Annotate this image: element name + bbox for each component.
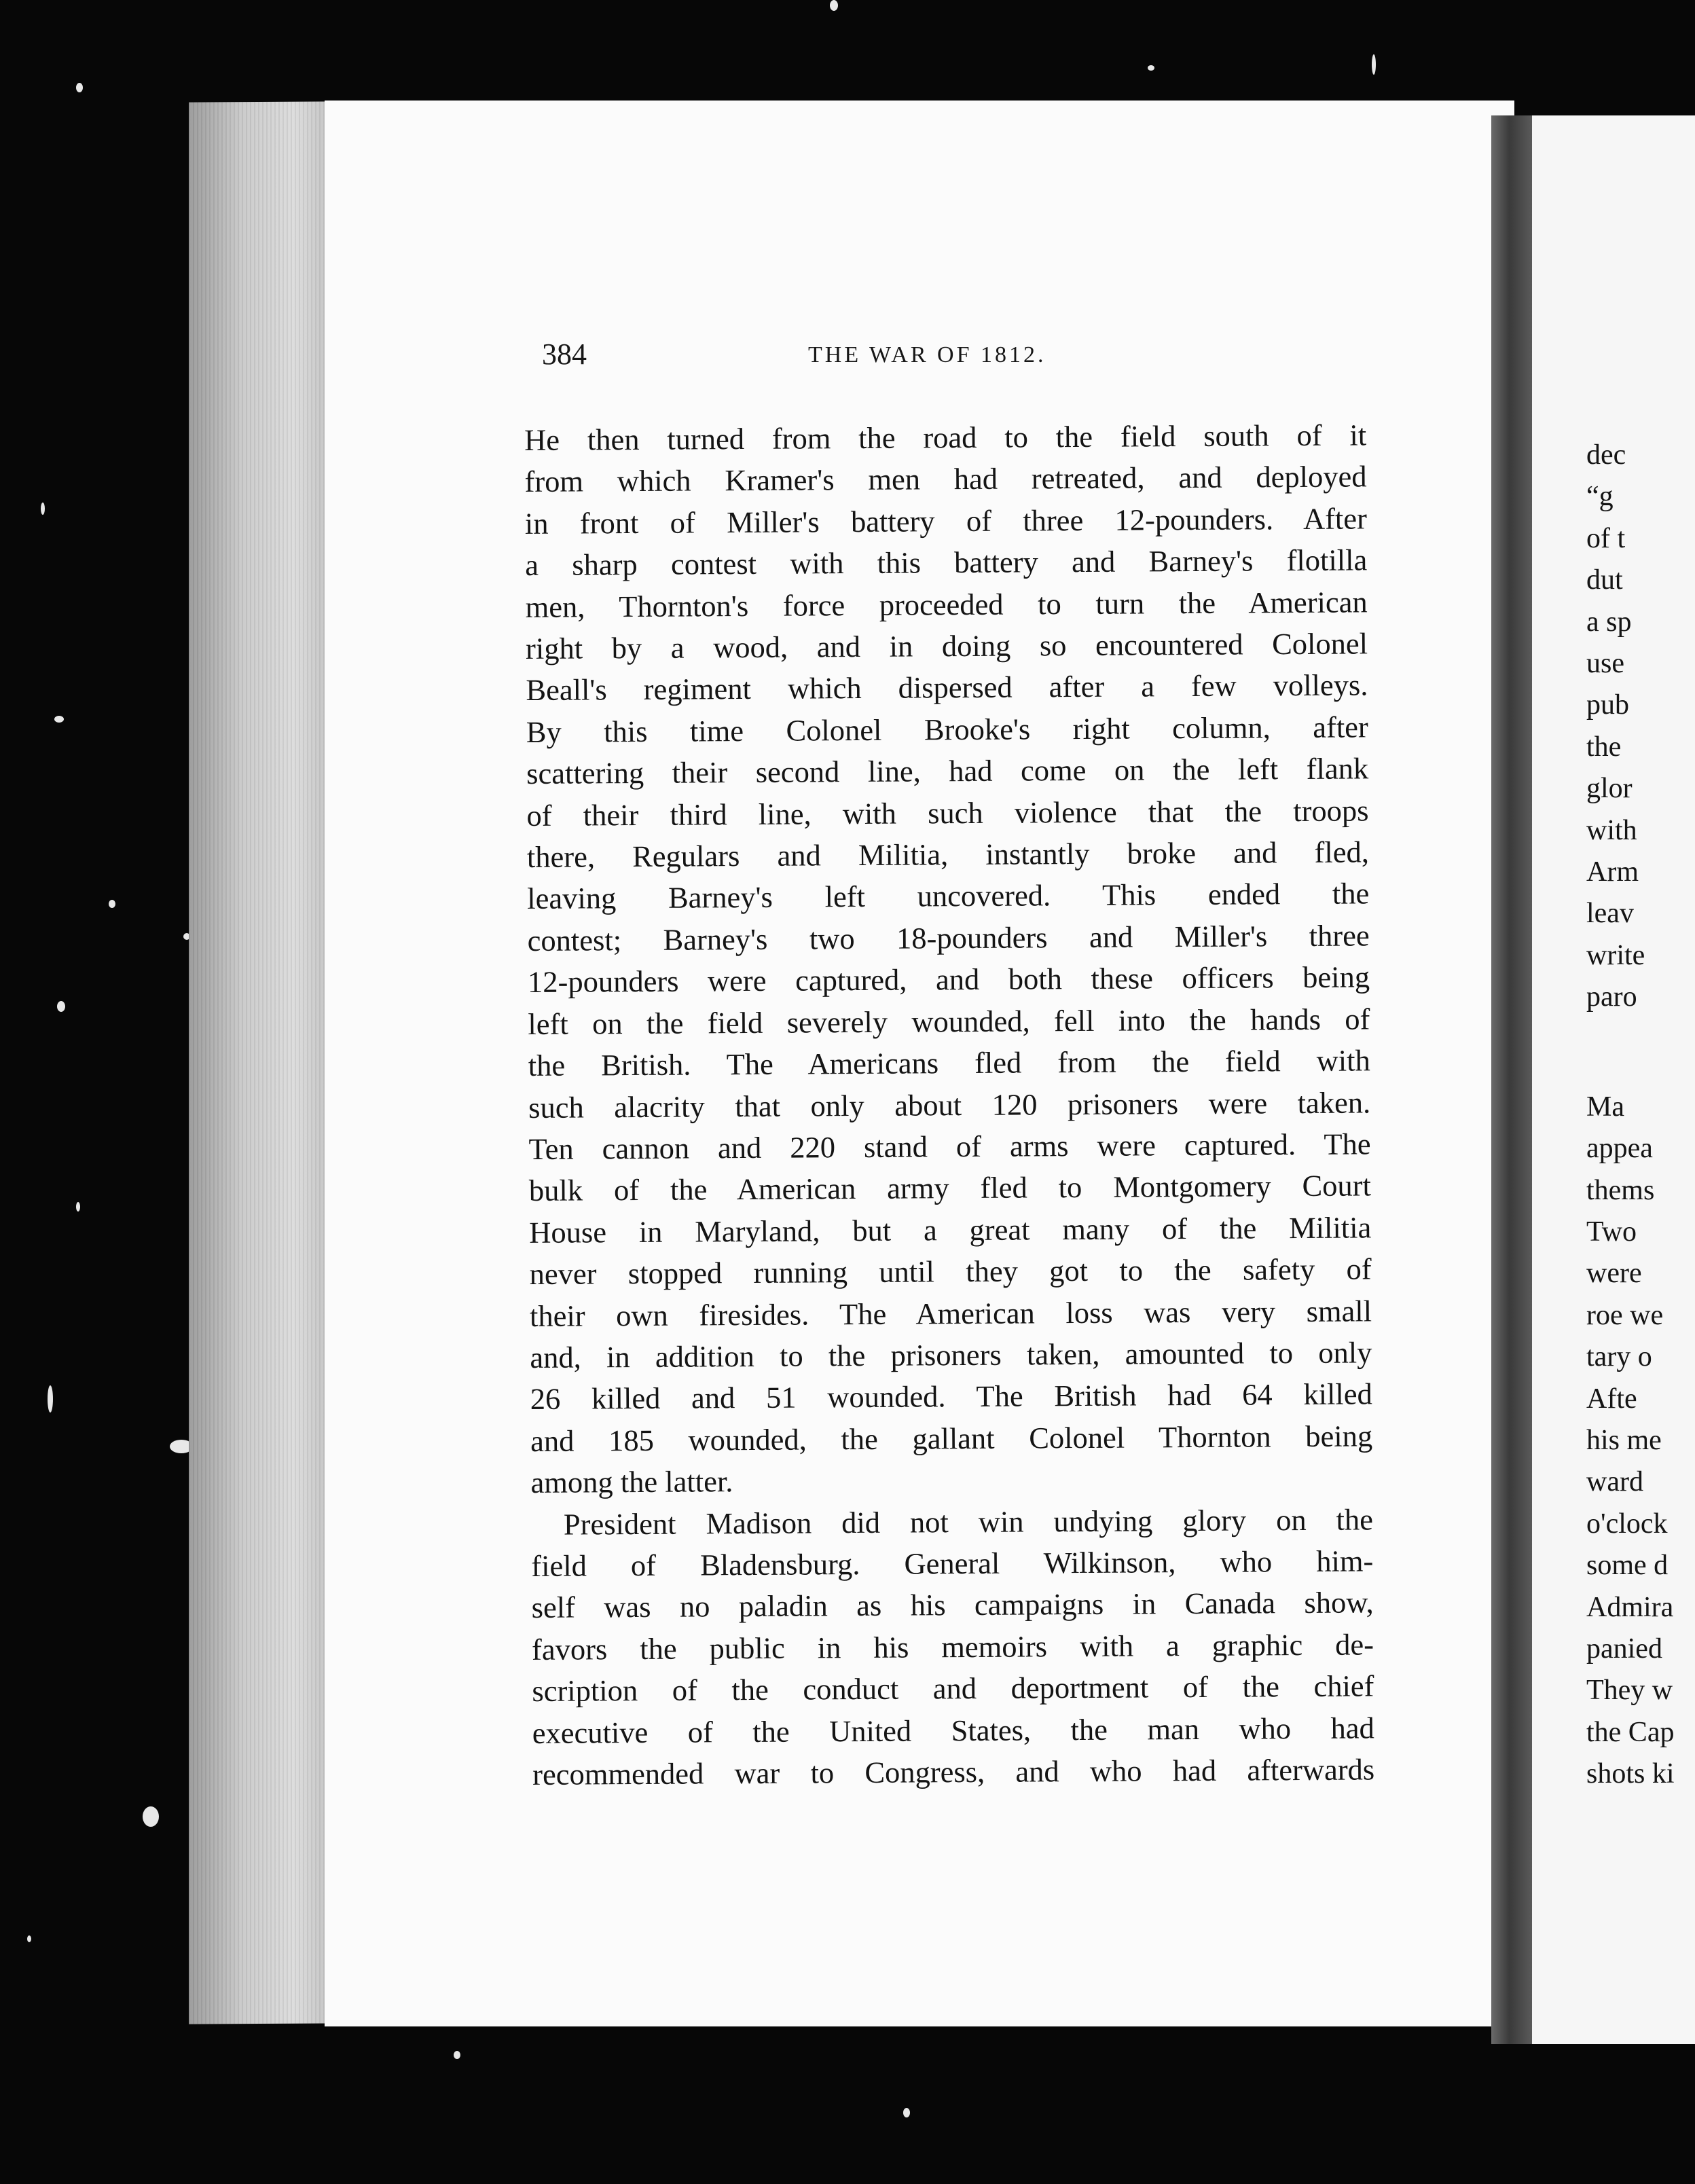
dust-speck (57, 1001, 65, 1012)
page-number: 384 (542, 338, 587, 371)
text-line: a sharp contest with this battery and Barney's flotilla (525, 543, 1368, 583)
text-line: the British. The Americans fled from the field with (528, 1043, 1370, 1083)
text-line: He then turned from the road to the field south of it (524, 418, 1367, 457)
text-fragment: They w (1586, 1675, 1673, 1707)
text-line: there, Regulars and Militia, instantly broke and fled, (526, 835, 1370, 875)
dust-speck (48, 1385, 53, 1413)
dust-speck (41, 503, 45, 515)
body-text (524, 414, 1374, 1796)
dust-speck (109, 900, 115, 908)
text-fragment: Admira (1586, 1591, 1674, 1623)
page-header (542, 337, 1370, 384)
text-line: favors the public in his memoirs with a graphic de- (531, 1627, 1374, 1667)
text-fragment: with (1586, 814, 1637, 846)
text-line: contest; Barney's two 18-pounders and Miller's three (527, 918, 1370, 958)
paragraph-start-line: President Madison did not win undying glory on the (563, 1502, 1374, 1542)
text-fragment: ward (1586, 1466, 1643, 1498)
text-fragment: roe we (1586, 1299, 1664, 1331)
text-line: 26 killed and 51 wounded. The British had 64 killed (530, 1377, 1372, 1417)
text-fragment: Ma (1586, 1091, 1624, 1123)
text-fragment: the Cap (1586, 1716, 1675, 1748)
right-page-text (1586, 435, 1675, 1796)
text-fragment: shots ki (1586, 1758, 1675, 1790)
text-fragment: the (1586, 731, 1622, 763)
running-title: THE WAR OF 1812. (808, 342, 1046, 367)
text-line: their own firesides. The American loss was very small (529, 1293, 1372, 1333)
text-fragment: glor (1586, 773, 1633, 805)
text-line: leaving Barney's left uncovered. This ended the (527, 876, 1370, 916)
dust-speck (830, 0, 838, 11)
text-fragment: a sp (1586, 606, 1632, 638)
text-fragment: panied (1586, 1633, 1662, 1664)
text-fragment: appea (1586, 1133, 1653, 1165)
text-fragment: paro (1586, 981, 1637, 1013)
text-line: executive of the United States, the man who had (532, 1710, 1374, 1750)
text-fragment: dut (1586, 564, 1623, 596)
dust-speck (27, 1935, 31, 1942)
text-fragment: Two (1586, 1216, 1637, 1248)
text-fragment: o'clock (1586, 1508, 1668, 1540)
text-line: bulk of the American army fled to Montgomery Court (528, 1168, 1372, 1208)
text-line: recommended war to Congress, and who had afterwards (532, 1752, 1375, 1791)
dust-speck (76, 83, 83, 92)
text-line: By this time Colonel Brooke's right column, after (526, 710, 1368, 749)
text-fragment: leav (1586, 898, 1634, 930)
right-page (1532, 115, 1695, 2044)
text-line: Ten cannon and 220 stand of arms were captured. The (528, 1127, 1371, 1166)
text-fragment: use (1586, 648, 1624, 680)
text-line: from which Kramer's men had retreated, and deployed (524, 459, 1367, 499)
text-line: Beall's regiment which dispersed after a few volleys. (526, 668, 1368, 708)
text-line: House in Maryland, but a great many of the Militia (529, 1210, 1372, 1250)
book-gutter (1491, 115, 1532, 2044)
text-line: left on the field severely wounded, fell into the hands of (528, 1002, 1370, 1041)
dust-speck (1372, 54, 1376, 75)
text-line: 12-pounders were captured, and both these officers being (527, 960, 1370, 1000)
text-fragment: “g (1586, 481, 1614, 513)
text-line: and, in addition to the prisoners taken, amounted to only (530, 1335, 1372, 1375)
text-line: never stopped running until they got to the safety of (529, 1252, 1372, 1292)
text-line: field of Bladensburg. General Wilkinson, who him- (531, 1544, 1374, 1583)
text-fragment: Afte (1586, 1383, 1637, 1415)
dust-speck (454, 2051, 460, 2059)
text-line: among the latter. (530, 1464, 733, 1500)
text-line: in front of Miller's battery of three 12-pounders. After (524, 501, 1368, 541)
text-fragment: his me (1586, 1424, 1662, 1456)
dust-speck (143, 1806, 159, 1827)
text-fragment: of t (1586, 522, 1626, 554)
text-fragment: tary o (1586, 1341, 1652, 1373)
text-fragment: Arm (1586, 856, 1639, 888)
text-fragment: were (1586, 1258, 1642, 1290)
text-line: such alacrity that only about 120 prisoners were taken. (528, 1085, 1371, 1125)
dust-speck (76, 1202, 80, 1212)
text-line: self was no paladin as his campaigns in Canada show, (531, 1585, 1374, 1625)
paragraph-gap (1586, 1019, 1675, 1087)
text-line: men, Thornton's force proceeded to turn the American (525, 585, 1368, 624)
page-stack-edge (189, 101, 338, 2024)
text-line: and 185 wounded, the gallant Colonel Thornton being (530, 1419, 1373, 1458)
text-fragment: dec (1586, 439, 1626, 471)
text-line: scription of the conduct and deportment of the chief (532, 1669, 1374, 1709)
text-fragment: thems (1586, 1174, 1655, 1206)
text-line: of their third line, with such violence that the troops (526, 793, 1369, 833)
text-line: scattering their second line, had come on the left flank (526, 751, 1369, 791)
text-fragment: pub (1586, 689, 1629, 721)
dust-speck (1148, 65, 1154, 71)
dust-speck (54, 716, 64, 723)
dust-speck (903, 2108, 910, 2117)
text-line: right by a wood, and in doing so encountered Colonel (525, 626, 1368, 666)
text-fragment: some d (1586, 1550, 1669, 1582)
text-fragment: write (1586, 939, 1645, 971)
